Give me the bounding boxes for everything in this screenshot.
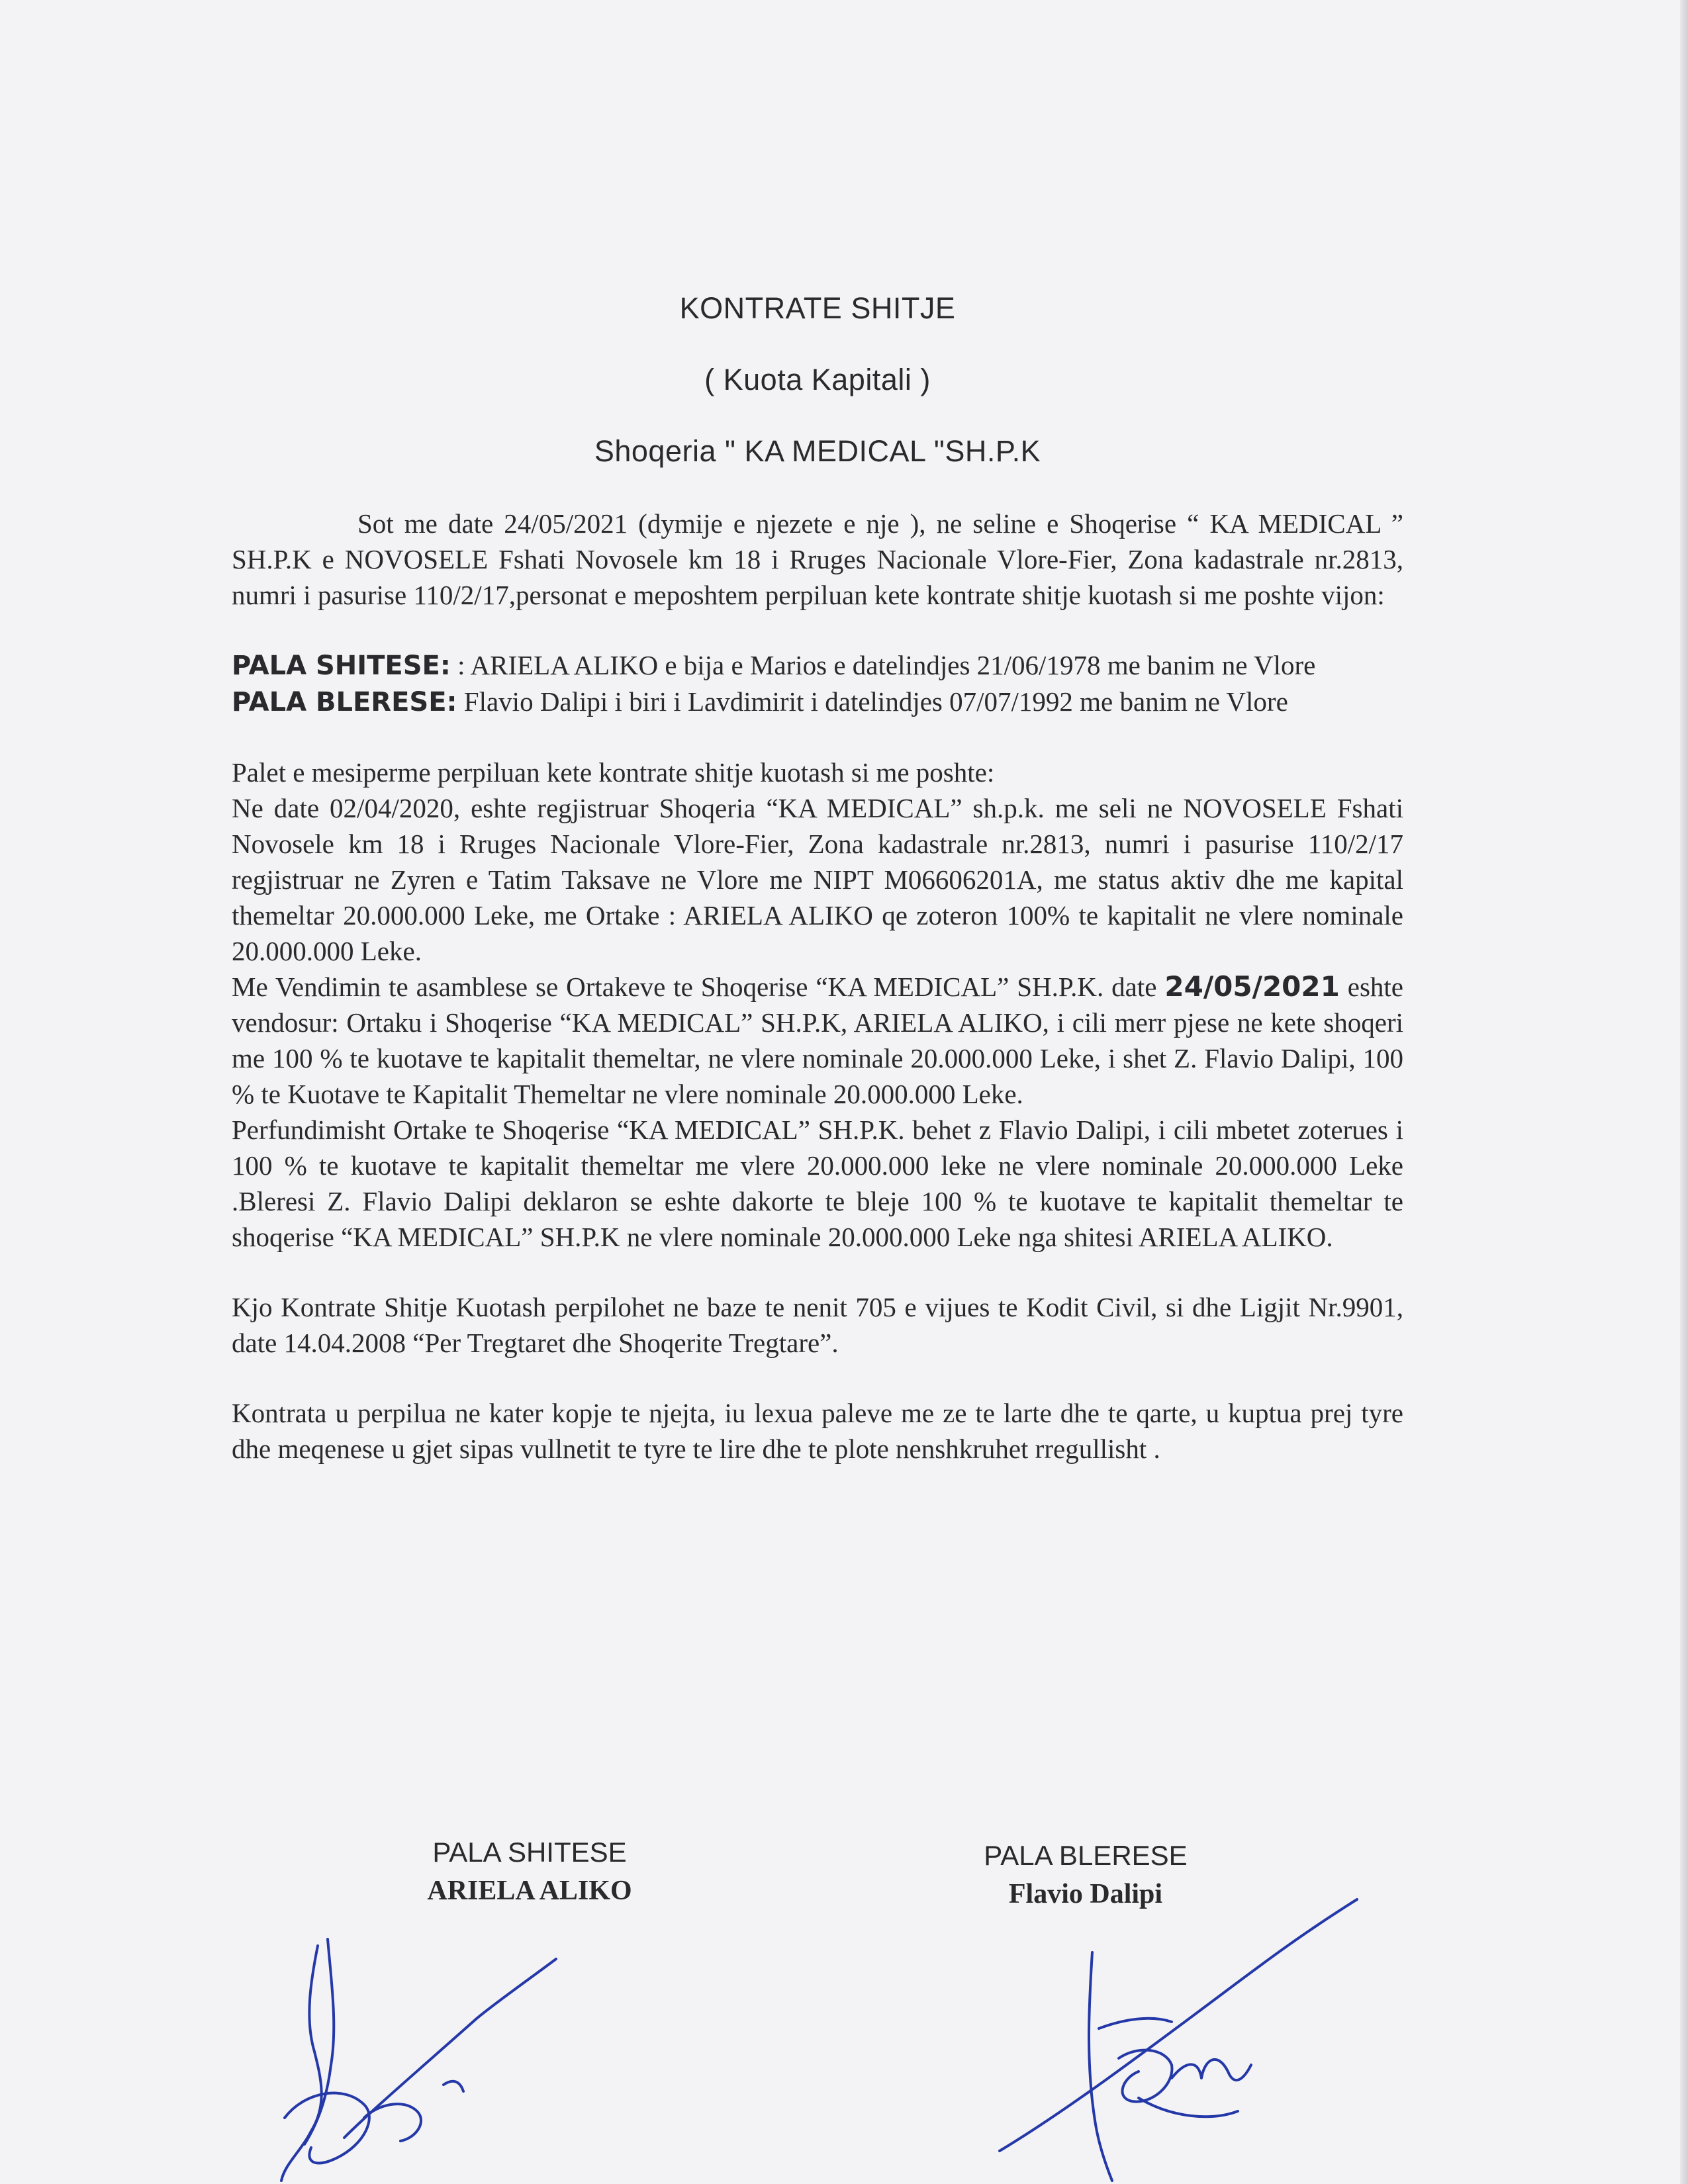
body-intro: Palet e mesiperme perpiluan kete kontrate shitje kuotash si me poshte: <box>232 757 995 788</box>
spacer <box>232 720 1403 754</box>
legal-basis-paragraph: Kjo Kontrate Shitje Kuotash perpilohet ne baze te nenit 705 e vijues te Kodit Civil, si dhe Ligjit Nr.9901, date 14.04.2008 “Per Tregtaret dhe Shoqerite Tregtare”. <box>232 1292 1403 1358</box>
buyer-party-details: Flavio Dalipi i biri i Lavdimirit i datelindjes 07/07/1992 me banim ne Vlore <box>457 686 1288 717</box>
opening-paragraph: Sot me date 24/05/2021 (dymije e njezete e nje ), ne seline e Shoqerise “ KA MEDICAL ” SH.P.K e NOVOSELE Fshati Novosele km 18 i Rruges Nacionale Vlore-Fier, Zona kadastrale nr.2813, numri i pasurise 110/2/17,personat e meposhtem perpiluan kete kontrate shitje kuotash si me poshte vijon: <box>232 508 1403 610</box>
seller-signature-block <box>371 1833 688 1910</box>
buyer-party <box>232 684 1403 720</box>
seller-signature-role: PALA SHITESE <box>432 1837 627 1868</box>
buyer-signature-name: Flavio Dalipi <box>1008 1879 1163 1909</box>
decision-text-end: eshte vendosur: Ortaku i Shoqerise “KA MEDICAL” SH.P.K, ARIELA ALIKO, i cili merr pjese ne kete shoqeri me 100 % te kuotave te kapitalit themeltar, ne vlere nominale 20.000.000 Leke, i shet Z. Flavio Dalipi, 100 % te Kuotave te Kapitalit Themeltar ne vlere nominale 20.000.000 Leke. <box>232 972 1403 1109</box>
spacer <box>232 1255 1403 1289</box>
decision-paragraph <box>232 969 1403 1112</box>
decision-date: 24/05/2021 <box>1164 970 1340 1003</box>
spacer <box>232 613 1403 647</box>
closing-paragraph: Kontrata u perpilua ne kater kopje te njejta, iu lexua paleve me ze te larte dhe te qarte, u kuptua prej tyre dhe meqenese u gjet sipas vullnetit te tyre te lire dhe te plote nenshkruhet rregullisht . <box>232 1398 1403 1464</box>
seller-party <box>232 647 1403 684</box>
seller-handwritten-signature <box>265 1919 583 2184</box>
page-edge <box>1680 0 1688 2184</box>
seller-party-details: : ARIELA ALIKO e bija e Marios e datelindjes 21/06/1978 me banim ne Vlore <box>450 650 1316 680</box>
final-paragraph: Perfundimisht Ortake te Shoqerise “KA MEDICAL” SH.P.K. behet z Flavio Dalipi, i cili mbetet zoterues i 100 % te kuotave te kapitalit themeltar me vlere 20.000.000 leke ne vlere nominale 20.000.000 Leke .Bleresi Z. Flavio Dalipi deklaron se eshte dakorte te bleje 100 % te kuotave te kapitalit themeltar te shoqerise “KA MEDICAL” SH.P.K ne vlere nominale 20.000.000 Leke nga shitesi ARIELA ALIKO. <box>232 1115 1403 1252</box>
contract-document <box>232 291 1403 1467</box>
buyer-handwritten-signature <box>973 1860 1383 2184</box>
buyer-party-label: PALA BLERESE: <box>232 687 457 717</box>
spacer <box>232 1361 1403 1395</box>
decision-text-start: Me Vendimin te asamblese se Ortakeve te Shoqerise “KA MEDICAL” SH.P.K. date <box>232 972 1165 1002</box>
document-subtitle: ( Kuota Kapitali ) <box>704 363 931 396</box>
company-line: Shoqeria " KA MEDICAL "SH.P.K <box>594 434 1041 468</box>
buyer-signature-role: PALA BLERESE <box>984 1840 1188 1871</box>
document-title: KONTRATE SHITJE <box>679 291 956 325</box>
seller-signature-name: ARIELA ALIKO <box>427 1876 632 1906</box>
registration-paragraph: Ne date 02/04/2020, eshte regjistruar Shoqeria “KA MEDICAL” sh.p.k. me seli ne NOVOSELE Fshati Novosele km 18 i Rruges Nacionale Vlore-Fier, Zona kadastrale nr.2813, numri i pasurise 110/2/17 regjistruar ne Zyren e Tatim Taksave ne Vlore me NIPT M06606201A, me status aktiv dhe me kapital themeltar 20.000.000 Leke, me Ortake : ARIELA ALIKO qe zoteron 100% te kapitalit ne vlere nominale 20.000.000 Leke. <box>232 793 1403 966</box>
seller-party-label: PALA SHITESE: <box>232 651 451 681</box>
